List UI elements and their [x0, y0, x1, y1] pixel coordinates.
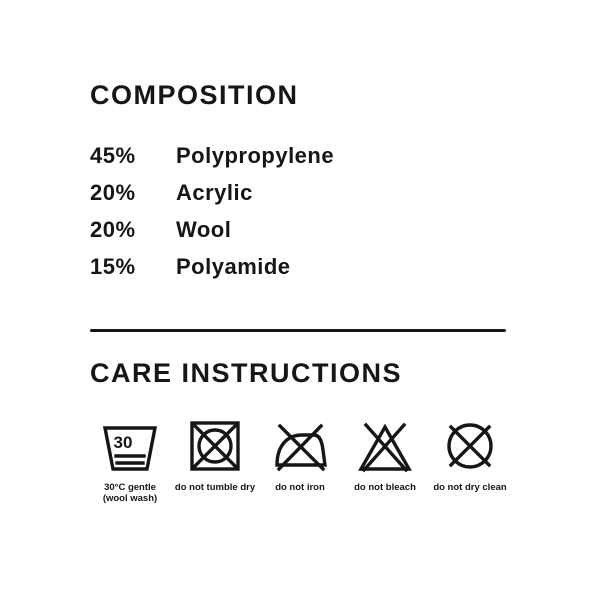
- care-symbol-label: do not iron: [275, 482, 325, 493]
- care-symbol-label: do not tumble dry: [174, 482, 256, 493]
- care-symbol-label: do not dry clean: [433, 482, 507, 493]
- composition-material: Polypropylene: [176, 143, 335, 168]
- composition-percent: 15%: [90, 254, 136, 279]
- care-symbol-label: do not bleach: [354, 482, 416, 493]
- wash-30-icon: [101, 419, 159, 473]
- care-instructions-title: CARE INSTRUCTIONS: [90, 358, 403, 388]
- composition-row: [90, 248, 510, 285]
- composition-percent: 45%: [90, 143, 136, 168]
- composition-row: [90, 211, 510, 248]
- care-symbol-tumble-dry: [175, 419, 255, 493]
- composition-title: COMPOSITION: [90, 80, 299, 110]
- care-symbol-iron: [260, 419, 340, 493]
- composition-material: Wool: [176, 217, 232, 242]
- section-divider: [90, 329, 506, 332]
- care-symbol-bleach: [345, 419, 425, 493]
- composition-percent: 20%: [90, 180, 136, 205]
- care-symbols-row: [90, 419, 510, 505]
- wash-temperature-text: 30: [113, 433, 133, 452]
- care-symbol-label: 30°C gentle (wool wash): [102, 482, 158, 505]
- do-not-tumble-dry-icon: [187, 419, 243, 473]
- care-symbol-dry-clean: [430, 419, 510, 493]
- label-content: [90, 82, 510, 505]
- composition-percent: 20%: [90, 217, 136, 242]
- do-not-dry-clean-icon: [442, 419, 498, 473]
- composition-list: [90, 137, 510, 285]
- composition-row: [90, 137, 510, 174]
- composition-material: Polyamide: [176, 254, 291, 279]
- do-not-bleach-icon: [357, 419, 413, 473]
- composition-row: [90, 174, 510, 211]
- care-symbol-wash: [90, 419, 170, 505]
- do-not-iron-icon: [271, 419, 329, 473]
- composition-material: Acrylic: [176, 180, 253, 205]
